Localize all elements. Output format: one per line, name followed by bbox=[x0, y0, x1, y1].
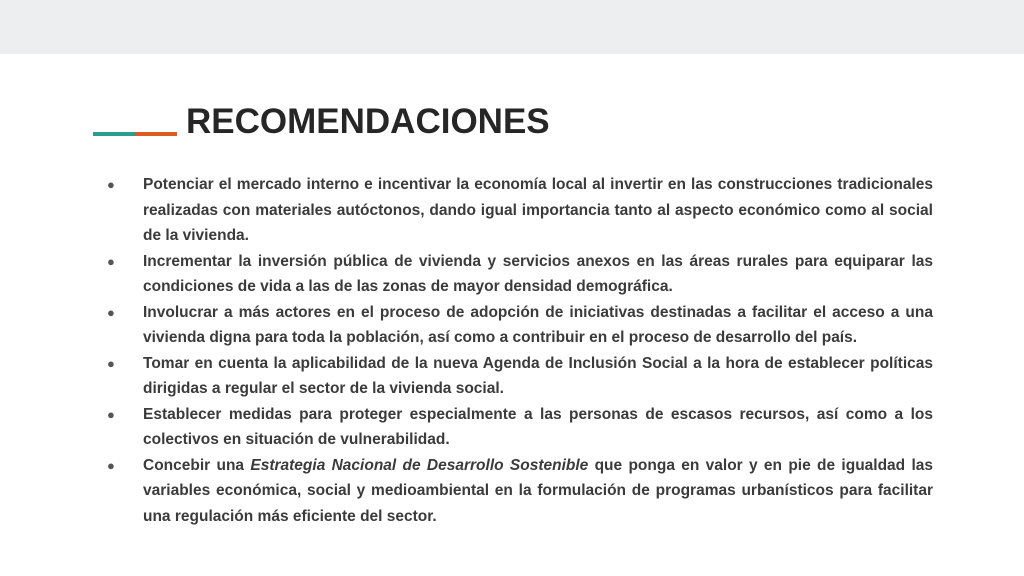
title-accent-orange bbox=[135, 132, 177, 136]
list-item bbox=[107, 402, 933, 453]
slide-title: RECOMENDACIONES bbox=[186, 102, 550, 141]
list-item bbox=[107, 453, 933, 530]
list-item bbox=[107, 351, 933, 402]
bullet-dot-icon: ● bbox=[107, 355, 115, 371]
list-item-text: Potenciar el mercado interno e incentivar la economía local al invertir en las construcciones tradicionales realizadas con materiales autóctonos, dando igual importancia tanto al aspecto económico como al social de la vivienda. bbox=[143, 176, 933, 244]
list-item-text: Incrementar la inversión pública de vivienda y servicios anexos en las áreas rurales para equiparar las condiciones de vida a las de las zonas de mayor densidad demográfica. bbox=[143, 252, 933, 295]
recommendations-list bbox=[107, 172, 933, 529]
list-item-text-pre: Concebir una bbox=[143, 456, 251, 474]
list-item bbox=[107, 249, 933, 300]
title-accent-teal bbox=[93, 132, 135, 136]
top-band bbox=[0, 0, 1024, 54]
bullet-dot-icon: ● bbox=[107, 304, 115, 320]
bullet-dot-icon: ● bbox=[107, 457, 115, 473]
list-item-text-post: que ponga en valor y en pie de igualdad las variables económica, social y medioambiental en la formulación de programas urbanísticos para facilitar una regulación más eficiente del sector. bbox=[143, 456, 933, 525]
bullet-dot-icon: ● bbox=[107, 406, 115, 422]
bullet-dot-icon: ● bbox=[107, 177, 115, 192]
list-item bbox=[107, 172, 933, 249]
list-item-text: Involucrar a más actores en el proceso de adopción de iniciativas destinadas a facilitar el acceso a una vivienda digna para toda la población, así como a contribuir en el proceso de desarrollo del país. bbox=[143, 303, 933, 346]
list-item-text: Establecer medidas para proteger especialmente a las personas de escasos recursos, así como a los colectivos en situación de vulnerabilidad. bbox=[143, 405, 933, 448]
strategy-name-italic: Estrategia Nacional de Desarrollo Sostenible bbox=[250, 456, 589, 474]
list-item bbox=[107, 300, 933, 351]
list-item-text: Tomar en cuenta la aplicabilidad de la nueva Agenda de Inclusión Social a la hora de establecer políticas dirigidas a regular el sector de la vivienda social. bbox=[143, 354, 933, 397]
bullet-dot-icon: ● bbox=[107, 253, 115, 269]
